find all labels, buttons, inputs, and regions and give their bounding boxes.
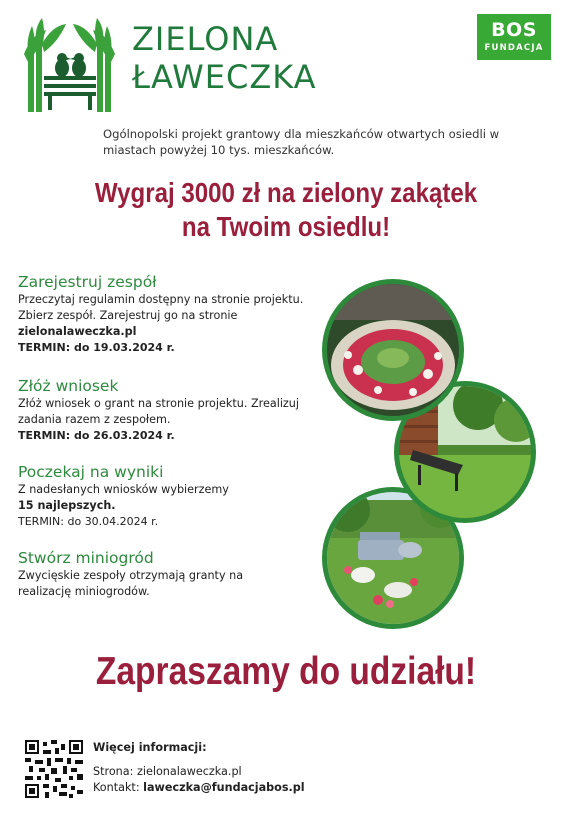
- brand-line-2: ŁAWECZKA: [132, 58, 317, 96]
- step-title: Poczekaj na wyniki: [18, 463, 164, 481]
- website-link[interactable]: zielonalaweczka.pl: [18, 325, 137, 338]
- email-row: [93, 780, 305, 796]
- website-label: Strona:: [93, 765, 137, 778]
- website-link[interactable]: zielonalaweczka.pl: [136, 765, 242, 778]
- call-to-action: Zapraszamy do udziału!: [95, 650, 477, 693]
- step-description: Z nadesłanych wniosków wybierzemy: [18, 483, 229, 496]
- step-description: Przeczytaj regulamin dostępny na stronie projektu. Zbierz zespół. Zarejestruj go na stronie: [18, 293, 304, 322]
- step-description: Złóż wniosek o grant na stronie projektu. Zrealizuj zadania razem z zespołem.: [18, 397, 300, 426]
- step-deadline: TERMIN: do 26.03.2024 r.: [18, 429, 175, 442]
- step-results: [18, 462, 318, 530]
- step-deadline: TERMIN: do 30.04.2024 r.: [18, 515, 159, 528]
- bos-logo-name: BOS: [491, 19, 537, 41]
- qr-code-icon[interactable]: [25, 740, 83, 798]
- bos-foundation-logo: [477, 14, 551, 60]
- step-garden: [18, 548, 258, 600]
- contact-info: [93, 764, 305, 796]
- step-text: [18, 292, 318, 340]
- intro-text: Ogólnopolski projekt grantowy dla mieszkańców otwartych osiedli w miastach powyżej 10 tys. mieszkańców.: [103, 127, 500, 157]
- step-title: Stwórz miniogród: [18, 549, 154, 567]
- step-emphasis: 15 najlepszych.: [18, 499, 116, 512]
- headline-line-1: Wygraj 3000 zł na zielony zakątek: [94, 177, 478, 208]
- brand-line-1: ZIELONA: [132, 20, 279, 58]
- website-row: [93, 764, 305, 780]
- step-title: Złóż wniosek: [18, 377, 119, 395]
- step-description: Zwycięskie zespoły otrzymają granty na realizację miniogrodów.: [18, 569, 244, 598]
- garden-photos: [318, 270, 543, 630]
- zielona-laweczka-logo-icon: [22, 14, 117, 114]
- step-title: Zarejestruj zespół: [18, 273, 157, 291]
- email-link[interactable]: laweczka@fundacjabos.pl: [143, 781, 305, 794]
- brand-title: [132, 20, 317, 96]
- step-deadline: TERMIN: do 19.03.2024 r.: [18, 341, 175, 354]
- headline-line-2: na Twoim osiedlu!: [181, 211, 391, 242]
- step-apply: [18, 376, 318, 444]
- more-info-label: Więcej informacji:: [93, 741, 207, 754]
- step-register: [18, 272, 318, 356]
- bos-logo-sub: FUNDACJA: [484, 43, 544, 53]
- email-label: Kontakt:: [93, 781, 144, 794]
